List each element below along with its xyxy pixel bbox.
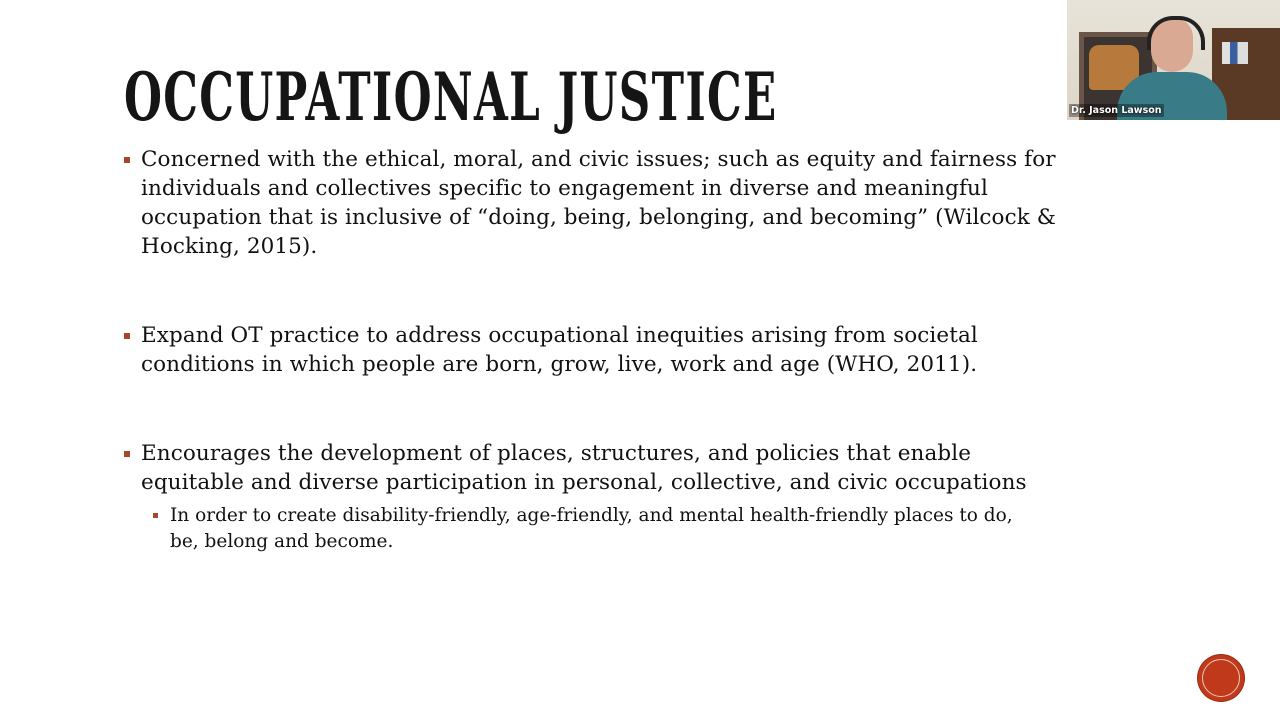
slide-nav-button[interactable] xyxy=(1198,655,1244,701)
bullet-encourages-development xyxy=(141,439,1027,497)
bullet-marker-icon xyxy=(124,451,130,457)
bullet-text-line: occupation that is inclusive of “doing, being, belonging, and becoming” (Wilcock & xyxy=(141,205,1057,230)
slide-title: OCCUPATIONAL JUSTICE xyxy=(124,58,778,136)
sub-bullet-text-line: be, belong and become. xyxy=(170,531,394,552)
participant-name-label: Dr. Jason Lawson xyxy=(1071,105,1162,116)
participant-video-thumbnail[interactable] xyxy=(1067,0,1280,120)
bullet-text-line: individuals and collectives specific to engagement in diverse and meaningful xyxy=(141,176,988,201)
bullet-marker-icon xyxy=(124,333,130,339)
bullet-occupational-justice-definition xyxy=(141,145,1056,261)
bullet-text-line: Encourages the development of places, structures, and policies that enable xyxy=(141,441,972,466)
bullet-text-line: Expand OT practice to address occupational inequities arising from societal xyxy=(141,323,978,348)
sub-bullet-marker-icon xyxy=(153,513,158,518)
video-books xyxy=(1222,42,1248,64)
bullet-text-line: Concerned with the ethical, moral, and civic issues; such as equity and fairness for xyxy=(141,147,1056,172)
sub-bullet-text-line: In order to create disability-friendly, age-friendly, and mental health-friendly places to do, xyxy=(170,505,1013,526)
bullet-text-line: equitable and diverse participation in personal, collective, and civic occupations xyxy=(141,470,1027,495)
sub-bullet-friendly-places xyxy=(170,503,1013,555)
bullet-marker-icon xyxy=(124,157,130,163)
bullet-expand-ot-practice xyxy=(141,321,978,379)
bullet-text-line: Hocking, 2015). xyxy=(141,234,318,259)
bullet-text-line: conditions in which people are born, grow, live, work and age (WHO, 2011). xyxy=(141,352,978,377)
